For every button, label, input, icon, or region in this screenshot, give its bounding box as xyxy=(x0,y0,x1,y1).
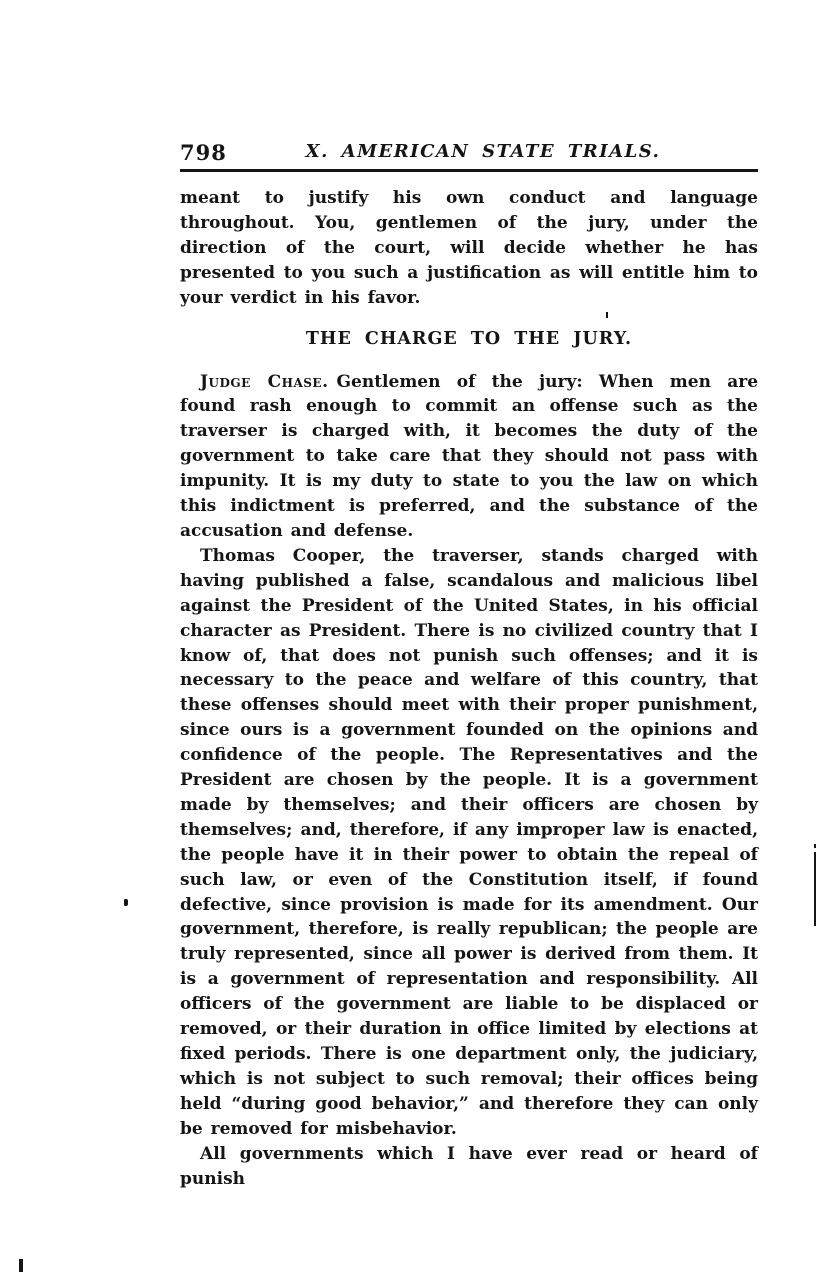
section-heading: THE CHARGE TO THE JURY. xyxy=(305,328,633,349)
text-block xyxy=(180,138,758,1191)
paragraph-final-partial: All governments which I have ever read or heard of punish xyxy=(180,1143,758,1189)
paragraph-charge-body: Thomas Cooper, the traverser, stands charged with having published a false, scandalous and malicious libel against the President of the United States, in his official character as President. There is no civilized country that I know of, that does not punish such offenses; and it is necessary to the peace and welfare of this country, that these offenses should meet with their proper punishment, since ours is a government founded on the opinions and confidence of the people. The Representatives and the President are chosen by the people. It is a government made by themselves; and their officers are chosen by themselves; and, therefore, if any improper law is enacted, the people have it in their power to obtain the repeal of such law, or even of the Constitution itself, if found defective, since provision is made for its amendment. Our government, therefore, is really republican; the people are truly represented, since all power is derived from them. It is a government of representation and responsibility. All officers of the government are liable to be displaced or removed, or their duration in office limited by elections at fixed periods. There is one department only, the judiciary, which is not subject to such removal; their offices being held “during good behavior,” and therefore they can only be removed for misbehavior. xyxy=(180,545,758,1139)
scan-artifact-right-margin-dot xyxy=(814,844,816,848)
page-body xyxy=(180,186,758,1191)
paragraph-text: Gentlemen of the jury: When men are found rash enough to commit an offense such as the traverser is charged with, it becomes the duty of the government to take care that they should not pass with impunity. It is my duty to state to you the law on which this indictment is preferred, and the substance of the accusation and defense. xyxy=(180,371,759,541)
header-rule xyxy=(180,169,758,172)
paragraph-judge-chase xyxy=(180,370,758,544)
scan-artifact-heading-tick xyxy=(606,312,608,318)
scan-artifact-right-margin-line xyxy=(814,852,816,926)
page-number: 798 xyxy=(180,140,227,165)
scan-artifact-bottom-left-bar xyxy=(19,1259,23,1272)
speaker-name: Judge Chase. xyxy=(200,371,329,392)
running-title: X. AMERICAN STATE TRIALS. xyxy=(305,141,661,162)
paragraph-continuation: meant to justify his own conduct and language throughout. You, gentlemen of the jury, under the direction of the court, will decide whether he has presented to you such a justification as will entitle him to your verdict in his favor. xyxy=(180,188,758,308)
page-header xyxy=(180,138,758,165)
scan-artifact-left-margin-mark xyxy=(124,899,128,906)
